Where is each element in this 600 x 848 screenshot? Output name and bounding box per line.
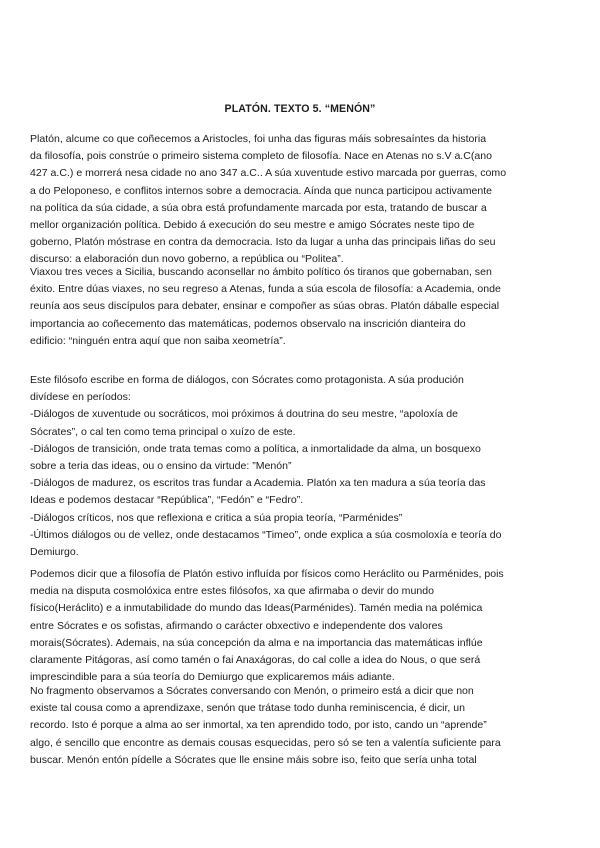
text-line: importancia ao coñecemento das matemáticas, podemos observalo na inscrición dianteira do (30, 317, 466, 330)
text-line: 427 a.C.) e morrerá nesa cidade no ano 347 a.C.. A súa xuventude estivo marcada por guerras, como (30, 167, 507, 180)
text-line: goberno, Platón móstrase en contra da democracia. Isto da lugar a unha das principais liñas do seu (30, 236, 496, 249)
text-line: divídese en períodos: (30, 391, 131, 404)
paragraph-academia (30, 264, 580, 350)
text-line: claramente Pitágoras, así como tamén o fai Anaxágoras, do cal colle a idea do Nous, o que será (30, 653, 481, 666)
text-line: -Diálogos de madurez, os escritos tras fundar a Academia. Platón xa ten madura a súa teoría das (30, 477, 486, 490)
text-line: existe tal cousa como a aprendizaxe, senón que trátase todo dunha reminiscencia, é dicir, un (30, 702, 466, 715)
text-line: No fragmento observamos a Sócrates conversando con Menón, o primeiro está a dicir que non (30, 685, 474, 697)
text-line: Platón, alcume co que coñecemos a Aristocles, foi unha das figuras máis sobresaíntes da historia (30, 133, 487, 145)
text-line: buscar. Menón entón pídelle a Sócrates que lle ensine máis sobre iso, feito que sería unha total (30, 753, 477, 766)
paragraph-fragment (30, 683, 580, 769)
paragraph-influences (30, 566, 580, 686)
text-line: éxito. Entre dúas viaxes, no seu regreso a Atenas, funda a súa escola de filosofía: a Academia, onde (30, 283, 501, 296)
text-line: -Diálogos críticos, nos que reflexiona e critica a súa propia teoría, “Parménides” (30, 511, 403, 524)
text-line: mellor organización política. Debido á execución do seu mestre e amigo Sócrates neste tipo de (30, 218, 475, 231)
text-line: físico(Heráclito) e a inmutabilidade do mundo das Ideas(Parménides). Tamén media na polémica (30, 602, 483, 615)
text-line: Este filósofo escribe en forma de diálogos, con Sócrates como protagonista. A súa produción (30, 374, 464, 386)
text-line: -Diálogos de transición, onde trata temas como a política, a inmortalidade da alma, un bosquexo (30, 442, 481, 455)
text-line: Viaxou tres veces a Sicilia, buscando aconsellar no ámbito político ós tiranos que gobernaban, sen (30, 266, 492, 278)
text-line: Sócrates”, o cal ten como tema principal o xuízo de este. (30, 425, 296, 438)
text-line: morais(Sócrates). Ademais, na súa concepción da alma e na importancia das matemáticas inflúe (30, 636, 483, 649)
text-line: -Diálogos de xuventude ou socráticos, moi próximos á doutrina do seu mestre, “apoloxía de (30, 408, 458, 421)
paragraph-biography (30, 131, 580, 269)
text-line: entre Sócrates e os sofistas, afirmando o carácter obxectivo e independente dos valores (30, 619, 443, 632)
text-line: recordo. Isto é porque a alma ao ser inmortal, xa ten aprendido todo, por isto, cando un “aprende” (30, 719, 487, 732)
text-line: imprescindible para a súa teoría do Demiurgo que explicaremos máis adiante. (30, 671, 395, 684)
text-line: reunía aos seus discípulos para debater, ensinar e compoñer as súas obras. Platón dáballe especial (30, 300, 500, 313)
text-line: discurso: a elaboración dun novo goberno, a república ou “Politea”. (30, 253, 344, 266)
text-line: na política da súa cidade, a súa obra está profundamente marcada por esta, tratando de buscar a (30, 201, 487, 214)
paragraph-dialogues (30, 372, 580, 561)
text-line: da filosofía, pois constrúe o primeiro sistema completo de filosofía. Nace en Atenas no s.V a.C(ano (30, 150, 492, 163)
text-line: edificio: “ninguén entra aquí que non saiba xeometría”. (30, 334, 286, 347)
text-line: Ideas e podemos destacar “República”, “Fedón” e “Fedro”. (30, 494, 304, 507)
document-page (30, 0, 580, 848)
text-line: -Últimos diálogos ou de vellez, onde destacamos “Timeo”, onde explica a súa cosmoloxía e teoría do (30, 528, 502, 541)
text-line: a do Peloponeso, e conflitos internos sobre a democracia. Aínda que nunca participou activamente (30, 184, 493, 197)
document-title: PLATÓN. TEXTO 5. “MENÓN” (224, 103, 376, 115)
text-line: Demiurgo. (30, 545, 79, 558)
text-line: sobre a teria das ideas, ou o ensino da virtude: ”Menón” (30, 459, 292, 472)
text-line: algo, é sencillo que encontre as demais cousas esquecidas, pero só se ten a valentía suficiente para (30, 736, 501, 749)
text-line: Podemos dicir que a filosofía de Platón estivo influída por físicos como Heráclito ou Parménides, pois (30, 568, 504, 580)
text-line: media na disputa cosmolóxica entre estes filósofos, xa que afirmaba o devir do mundo (30, 585, 434, 598)
